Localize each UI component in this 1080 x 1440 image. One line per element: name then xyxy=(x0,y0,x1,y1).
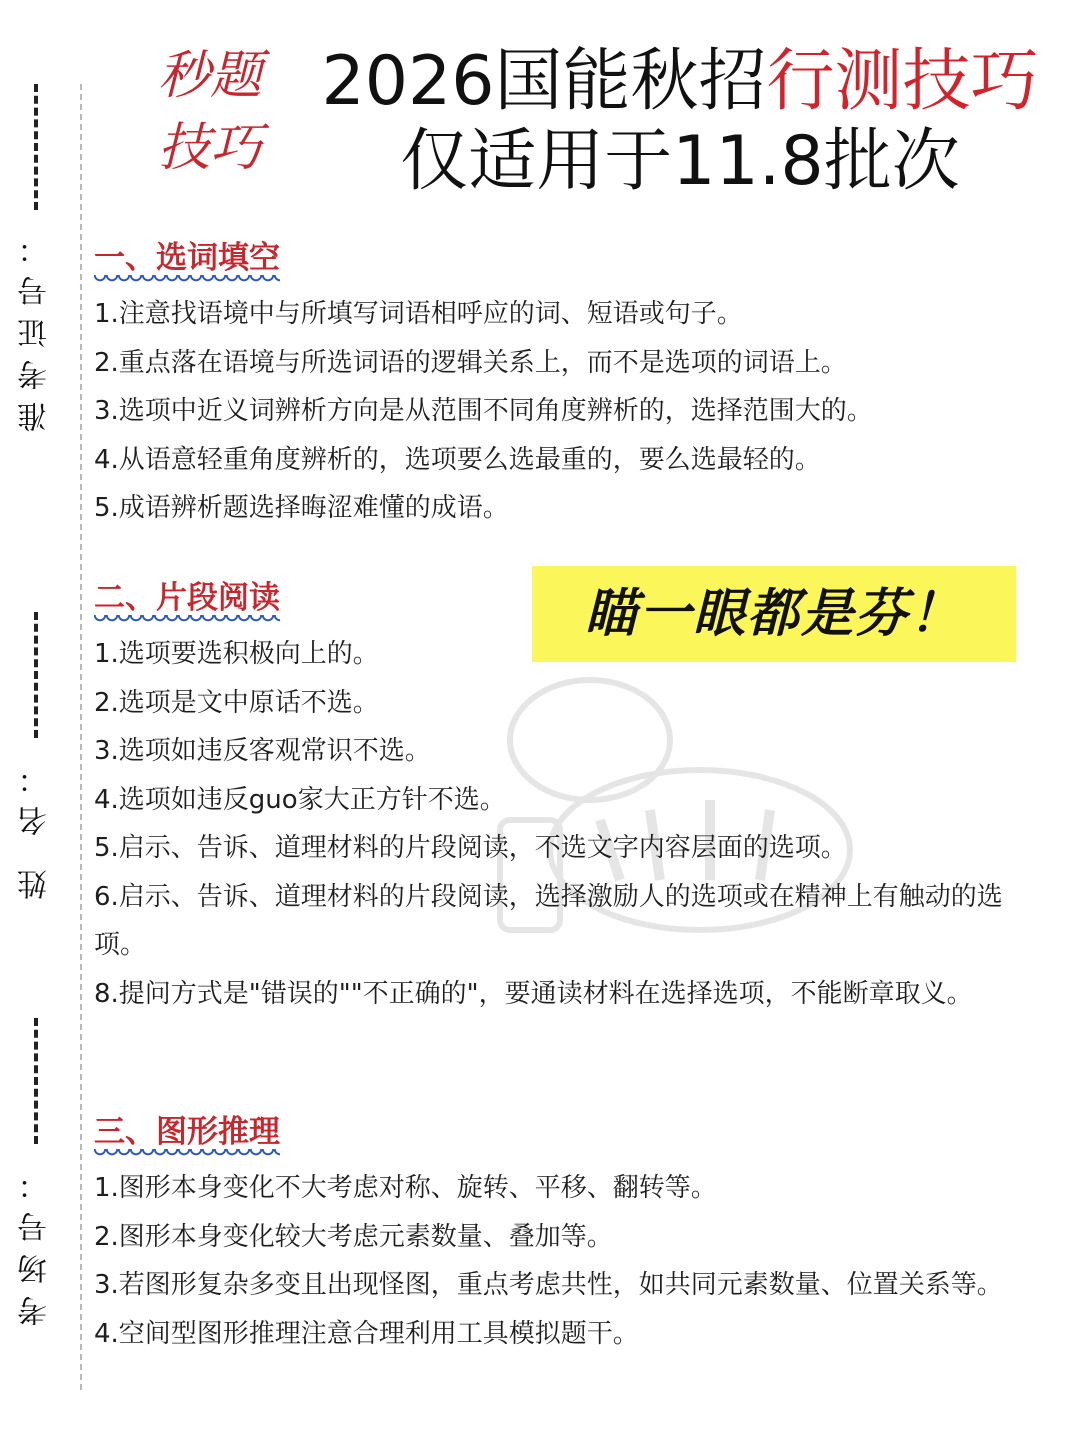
section-title: 三、图形推理 xyxy=(94,1114,280,1156)
list-item: 2.选项是文中原话不选。 xyxy=(94,687,379,718)
banner-text: 瞄一眼都是芬！ xyxy=(584,584,963,644)
room-blank-line xyxy=(34,1018,38,1144)
list-item: 5.成语辨析题选择晦涩难懂的成语。 xyxy=(94,493,509,523)
exam-id-blank-line xyxy=(34,84,38,210)
list-item: 6.启示、告诉、道理材料的片段阅读，选择激励人的选项或在精神上有触动的选项。 xyxy=(94,881,1003,960)
list-item: 3.选项中近义词辨析方向是从范围不同角度辨析的，选择范围大的。 xyxy=(94,396,873,426)
list-item: 1.注意找语境中与所填写词语相呼应的词、短语或句子。 xyxy=(94,299,743,329)
name-label: 姓 名： xyxy=(18,752,53,900)
list-item: 5.启示、告诉、道理材料的片段阅读，不选文字内容层面的选项。 xyxy=(94,833,847,863)
list-item: 4.空间型图形推理注意合理利用工具模拟题干。 xyxy=(94,1318,639,1349)
list-item: 2.图形本身变化较大考虑元素数量、叠加等。 xyxy=(94,1221,613,1252)
title-subline: 仅适用于11.8批次 xyxy=(400,122,960,201)
list-item: 4.选项如违反guo家大正方针不选。 xyxy=(94,784,506,815)
section-passage-reading xyxy=(94,580,1054,1018)
list-item: 1.选项要选积极向上的。 xyxy=(94,639,379,669)
room-label: 考场号： xyxy=(18,1158,53,1326)
name-blank-line xyxy=(34,612,38,738)
title-highlight: 行测技巧 xyxy=(766,42,1039,121)
title-prefix: 2026国能秋招 xyxy=(321,42,767,121)
section-title: 一、选词填空 xyxy=(94,240,280,282)
margin-divider xyxy=(80,84,82,1390)
page-title xyxy=(290,42,1070,202)
list-item: 2.重点落在语境与所选词语的逻辑关系上，而不是选项的词语上。 xyxy=(94,347,847,378)
stamp-line-2: 技巧 xyxy=(157,118,262,178)
section-title: 二、片段阅读 xyxy=(94,580,280,622)
list-item: 4.从语意轻重角度辨析的，选项要么选最重的，要么选最轻的。 xyxy=(94,444,821,475)
list-item: 8.提问方式是"错误的""不正确的"，要通读材料在选择选项，不能断章取义。 xyxy=(94,978,973,1009)
section-figure-reasoning xyxy=(94,1114,1054,1358)
stamp-line-1: 秒题 xyxy=(157,46,262,106)
list-item: 3.若图形复杂多变且出现怪图，重点考虑共性，如共同元素数量、位置关系等。 xyxy=(94,1270,1003,1300)
exam-id-label: 准考证号： xyxy=(18,222,53,432)
list-item: 3.选项如违反客观常识不选。 xyxy=(94,736,431,766)
list-item: 1.图形本身变化不大考虑对称、旋转、平移、翻转等。 xyxy=(94,1173,717,1203)
header-stamp xyxy=(150,40,270,184)
exam-binding-margin xyxy=(0,0,84,1440)
section-word-fill xyxy=(94,240,1054,533)
